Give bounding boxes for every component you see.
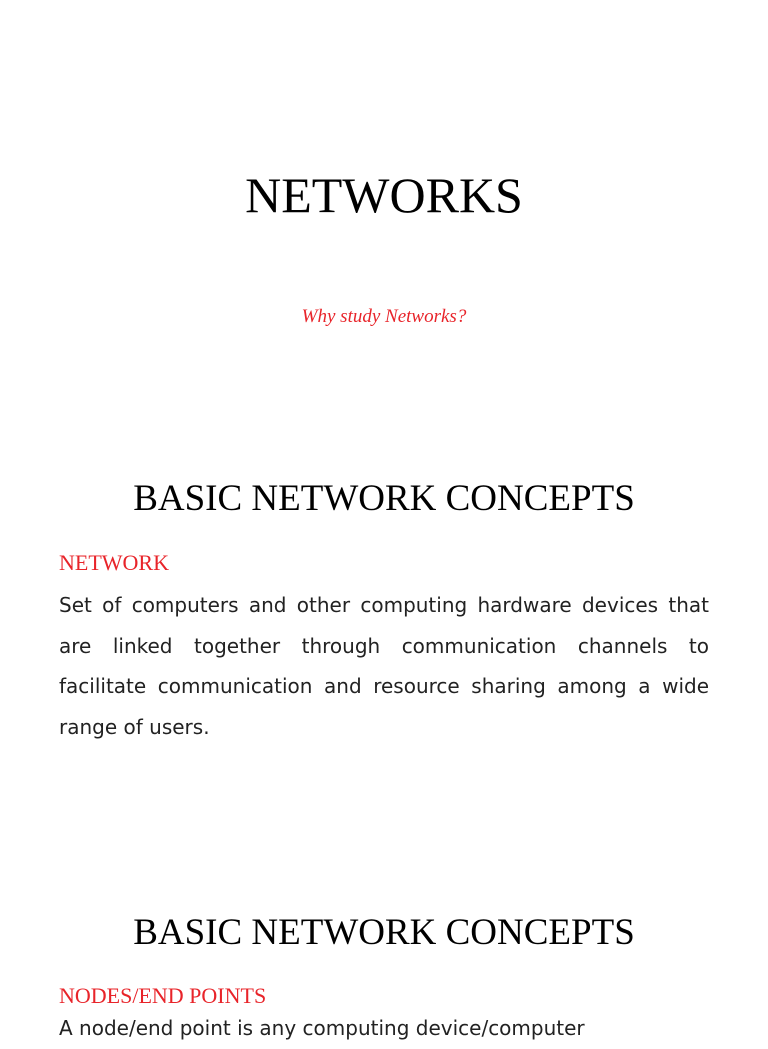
term-nodes-end-points: NODES/END POINTS (59, 983, 267, 1008)
section-heading-2: BASIC NETWORK CONCEPTS (133, 912, 635, 953)
section-heading-1: BASIC NETWORK CONCEPTS (133, 478, 635, 519)
page-title: NETWORKS (245, 167, 523, 223)
definition-nodes-end-points: A node/end point is any computing device/computer (59, 1016, 585, 1040)
page-subtitle: Why study Networks? (301, 306, 467, 327)
term-network: NETWORK (59, 550, 169, 575)
definition-network: Set of computers and other computing hardware devices that are linked together through communication channels to facilitate communication and resource sharing among a wide range of users. (59, 593, 709, 739)
